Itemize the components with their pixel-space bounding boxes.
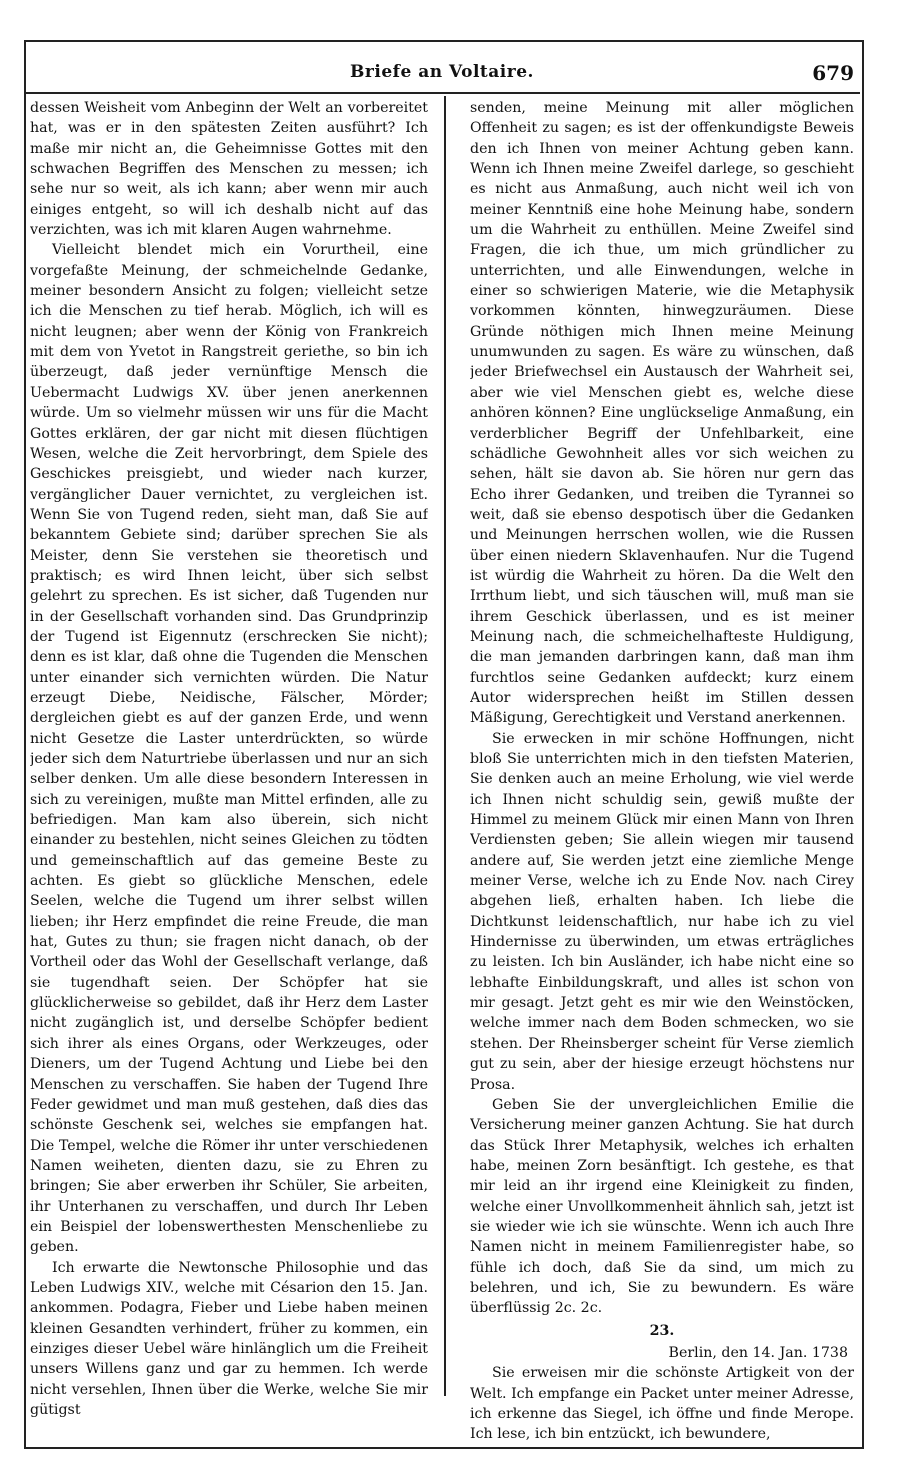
- header-title: Briefe an Voltaire.: [350, 62, 534, 82]
- paragraph: Sie erweisen mir die schönste Artigkeit von der Welt. Ich empfange ein Packet unter meiner Adresse, ich erkenne das Siegel, ich öffne und finde Merope. Ich lese, ich bin entzückt, ich bewundere,: [470, 1365, 854, 1443]
- paragraph: Sie erwecken in mir schöne Hoffnungen, nicht bloß Sie unterrichten mich in den tiefsten Materien, Sie denken auch an meine Erholung, wie viel werde ich Ihnen nicht schuldig sein, gewiß mußte der Himmel zu meinem Glück mir einen Mann von Ihren Verdiensten geben; Sie allein wiegen mir tausend andere auf, Sie werden jetzt eine ziemliche Menge meiner Verse, welche ich zu Ende Nov. nach Cirey abgehen ließ, erhalten haben. Ich liebe die Dichtkunst leidenschaftlich, nur habe ich zu viel Hindernisse zu überwinden, um etwas erträgliches zu leisten. Ich bin Ausländer, ich habe nicht eine so lebhafte Einbildungskraft, und alles ist schon von mir gesagt. Jetzt geht es mir wie den Weinstöcken, welche immer nach dem Boden schmecken, wo sie stehen. Der Rheinsberger scheint für Verse ziemlich gut zu sein, aber der hiesige erzeugt höchstens nur Prosa.: [470, 730, 854, 1093]
- right-column: [470, 98, 854, 1443]
- paragraph: Geben Sie der unvergleichlichen Emilie die Versicherung meiner ganzen Achtung. Sie hat durch das Stück Ihrer Metaphysik, welches ich erhalten habe, meinen Zorn besänftigt. Ich gestehe, es that mir leid an ihr irgend eine Kleinigkeit zu finden, welche einer Unvollkommenheit ähnlich sah, jetzt ist sie wieder wie ich sie wünschte. Wenn ich auch Ihre Namen nicht in meinem Familienregister habe, so fühle ich doch, daß Sie da sind, um mich zu belehren, und ich, Sie zu bewundern. Es wäre überflüssig 2c. 2c.: [470, 1096, 854, 1317]
- paragraph: dessen Weisheit vom Anbeginn der Welt an vorbereitet hat, was er in den spätesten Zeiten ausführt? Ich maße mir nicht an, die Geheimnisse Gottes mit den schwachen Begriffen des Menschen zu messen; ich sehe nur so weit, als ich kann; aber wenn mir auch einiges entgeht, so will ich deshalb nicht auf das verzichten, was ich mit klaren Augen wahrnehme.: [30, 100, 428, 239]
- paragraph: senden, meine Meinung mit aller möglichen Offenheit zu sagen; es ist der offenkundigste Beweis den ich Ihnen von meiner Achtung geben kann. Wenn ich Ihnen meine Zweifel darlege, so geschieht es nicht aus Anmaßung, auch nicht weil ich von meiner Kenntniß eine hohe Meinung habe, sondern um die Wahrheit zu enthüllen. Meine Zweifel sind Fragen, die ich thue, um mich gründlicher zu unterrichten, und alle Einwendungen, welche in einer so schwierigen Materie, wie die Metaphysik vorkommen könnten, hinwegzuräumen. Diese Gründe nöthigen mich Ihnen meine Meinung unumwunden zu sagen. Es wäre zu wünschen, daß jeder Briefwechsel ein Austausch der Wahrheit sei, aber wie viel Menschen giebt es, welche diese anhören können? Eine unglückselige Anmaßung, ein verderblicher Begriff der Unfehlbarkeit, eine schädliche Gewohnheit alles vor sich weichen zu sehen, hält sie davon ab. Sie hören nur gern das Echo ihrer Gedanken, und treiben die Tyrannei so weit, daß sie ebenso despotisch über die Gedanken und Meinungen herrschen wollen, wie die Russen über einen niedern Sklavenhaufen. Nur die Tugend ist würdig die Wahrheit zu hören. Da die Welt den Irrthum liebt, und sich täuschen will, muß man sie ihrem Geschick überlassen, und es ist meiner Meinung nach, die schmeichelhafteste Huldigung, die man jemanden darbringen kann, daß man ihm furchtlos seine Gedanken aufdeckt; kurz einem Autor widersprechen heißt im Stillen dessen Mäßigung, Gerechtigkeit und Verstand anerkennen.: [470, 100, 854, 727]
- column-divider: [444, 96, 446, 1396]
- left-column: [30, 98, 428, 1443]
- paragraph: Vielleicht blendet mich ein Vorurtheil, eine vorgefaßte Meinung, der schmeichelnde Gedanke, meiner besondern Ansicht zu folgen; vielleicht setze ich die Menschen zu tief herab. Möglich, ich will es nicht leugnen; aber wenn der König von Frankreich mit dem von Yvetot in Rangstreit geriethe, so bin ich überzeugt, daß jeder vernünftige Mensch die Uebermacht Ludwigs XV. über jenen anerkennen würde. Um so vielmehr müssen wir uns für die Macht Gottes erklären, der gar nicht mit diesen flüchtigen Wesen, welche die Zeit hervorbringt, dem Spiele des Geschickes preisgiebt, und wieder nach kurzer, vergänglicher Dauer vernichtet, zu vergleichen ist. Wenn Sie von Tugend reden, sieht man, daß Sie auf bekanntem Gebiete sind; darüber sprechen Sie als Meister, denn Sie verstehen sie theoretisch und praktisch; es wird Ihnen leicht, über sich selbst gelehrt zu sprechen. Es ist sicher, daß Tugenden nur in der Gesellschaft vorhanden sind. Das Grundprinzip der Tugend ist Eigennutz (erschrecken Sie nicht); denn es ist klar, daß ohne die Tugenden die Menschen unter einander sich vernichten würden. Die Natur erzeugt Diebe, Neidische, Fälscher, Mörder; dergleichen giebt es auf der ganzen Erde, und wenn nicht Gesetze die Laster unterdrückten, so würde jeder sich dem Naturtriebe überlassen und nur an sich selber denken. Um alle diese besondern Interessen in sich zu vereinigen, mußte man Mittel erfinden, alle zu befriedigen. Man kam also überein, sich nicht einander zu bestehlen, nicht seines Gleichen zu tödten und gemeinschaftlich auf das gemeine Beste zu achten. Es giebt so glückliche Menschen, edele Seelen, welche die Tugend um ihrer selbst willen lieben; ihr Herz empfindet die reine Freude, die man hat, Gutes zu thun; sie fragen nicht danach, ob der Vortheil oder das Wohl der Gesellschaft verlange, daß sie tugendhaft seien. Der Schöpfer hat sie glücklicherweise so gebildet, daß ihr Herz dem Laster nicht zugänglich ist, und derselbe Schöpfer bedient sich ihrer als eines Organs, oder Werkzeuges, oder Dieners, um der Tugend Achtung und Liebe bei den Menschen zu verschaffen. Sie haben der Tugend Ihre Feder gewidmet und man muß gestehen, daß dies das schönste Geschenk sei, welches sie empfangen hat. Die Tempel, welche die Römer ihr unter verschiedenen Namen weiheten, dienten dazu, sie zu Ehren zu bringen; Sie aber erwerben ihr Schüler, Sie arbeiten, ihr Unterhanen zu verschaffen, und durch Ihr Leben ein Beispiel der lobenswerthesten Menschenliebe zu geben.: [30, 242, 428, 1256]
- letter-number: 23.: [649, 1322, 675, 1339]
- paragraph: Ich erwarte die Newtonsche Philosophie und das Leben Ludwigs XIV., welche mit Césarion den 15. Jan. ankommen. Podagra, Fieber und Liebe haben meinen kleinen Gesandten verhindert, früher zu kommen, ein einziges dieser Uebel wäre hinlänglich um die Freiheit unsers Willens ganz und gar zu hemmen. Ich werde nicht versehlen, Ihnen über die Werke, welche Sie mir gütigst: [30, 1259, 428, 1418]
- dateline: Berlin, den 14. Jan. 1738: [668, 1344, 848, 1361]
- page-number: 679: [812, 61, 854, 85]
- running-header: [24, 58, 860, 94]
